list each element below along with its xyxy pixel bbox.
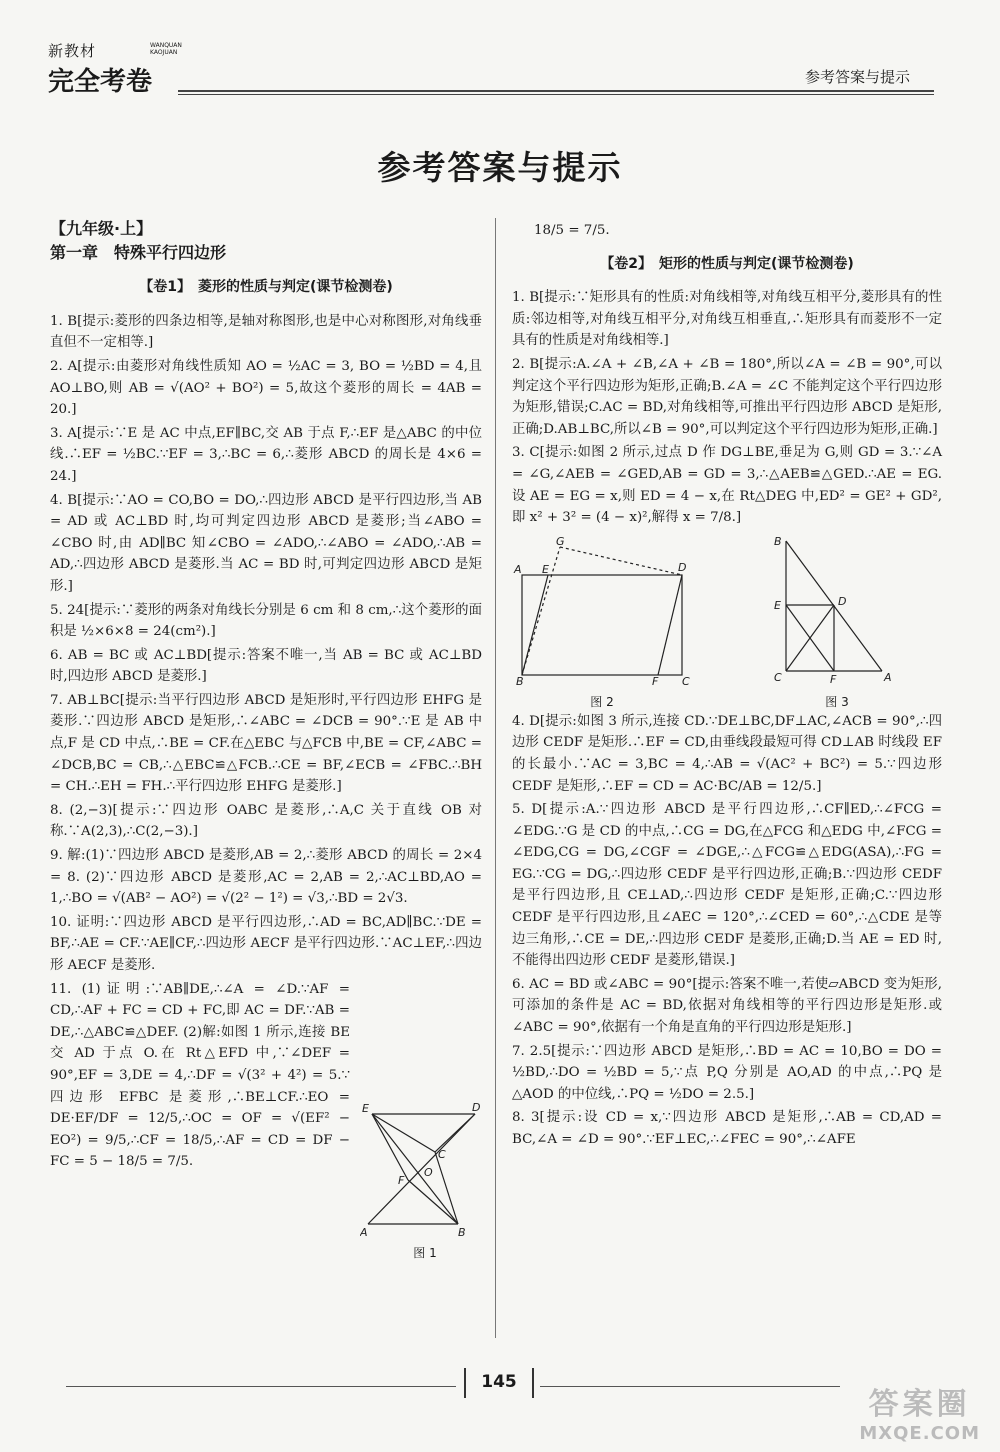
- svg-text:D: D: [838, 594, 847, 608]
- answer-item: 8. (2,−3)[提示:∵四边形 OABC 是菱形,∴A,C 关于直线 OB 对称.∵A(2,3),∴C(2,−3).]: [50, 802, 482, 840]
- header-rule: [178, 90, 934, 92]
- brand-pinyin: [150, 42, 182, 56]
- svg-text:D: D: [472, 1101, 481, 1114]
- answer-item: 5. 24[提示:∵菱形的两条对角线长分别是 6 cm 和 8 cm,∴这个菱形的面积是 ½×6×8 = 24(cm²).]: [50, 602, 482, 640]
- svg-text:F: F: [652, 674, 659, 685]
- answer-list-left: [50, 311, 482, 1173]
- answer-item: 4. B[提示:∵AO = CO,BO = DO,∴四边形 ABCD 是平行四边形,当 AB = AD 或 AC⊥BD 时,均可判定四边形 ABCD 是菱形;当∠ABO = ∠CBO 时,由 AD∥BC 知∠CBO = ∠ADO,∴∠ABO = ∠ADO,∴AB = AD,∴四边形 ABCD 是菱形.当 AC = BD 时,可判定四边形 ABCD 是矩形.]: [50, 492, 482, 594]
- figure-2: [512, 534, 692, 710]
- answer-item: 9. 解:(1)∵四边形 ABCD 是菱形,AB = 2,∴菱形 ABCD 的周长 = 2×4 = 8. (2)∵四边形 ABCD 是菱形,AC = 2,AB = 2,∴AC⊥BD,AO = 1,∴BO = √(AB² − AO²) = √(2² − 1²) = √3,∴BD = 2√3.: [50, 848, 482, 907]
- answer-item: 7. AB⊥BC[提示:当平行四边形 ABCD 是矩形时,平行四边形 EHFG 是菱形.∵四边形 ABCD 是矩形,∴∠ABC = ∠DCB = 90°.∵E 是 AB 中点,F 是 CD 中点,∴BE = CF.在△EBC 与△FCB 中,BE = CF,∠ABC = ∠DCB,BC = CB,∴△EBC≌△FCB.∴CE = BF,∠ECB = ∠FBC.∴BH = CH.∴EH = FH.∴平行四边形 EHFG 是菱形.]: [50, 692, 482, 795]
- answer-item: 2. B[提示:A.∠A + ∠B,∠A + ∠B = 180°,所以∠A = ∠B = 90°,可以判定这个平行四边形为矩形,正确;B.∠A = ∠C 不能判定这个平行四边形为矩形,错误;C.AC = BD,对角线相等,可推出平行四边形 ABCD 是矩形,正确;D.AB⊥BC,所以∠B = 90°,可以判定这个平行四边形为矩形,正确.]: [512, 356, 942, 437]
- figure-3: [772, 534, 902, 710]
- svg-text:A: A: [514, 562, 522, 576]
- brand-small: 新教材: [48, 42, 97, 60]
- answer-item: 3. A[提示:∵E 是 AC 中点,EF∥BC,交 AB 于点 F,∴EF 是△ABC 的中位线.∴EF = ½BC.∵EF = 3,∴BC = 6,∴菱形 ABCD 的周长是 4×6 = 24.]: [50, 425, 482, 484]
- answer-item: 6. AC = BD 或∠ABC = 90°[提示:答案不唯一,若使▱ABCD 变为矩形,可添加的条件是 AC = BD,依据对角线相等的平行四边形是矩形.或∠ABC = 90°,依据有一个角是直角的平行四边形是矩形.]: [512, 976, 942, 1036]
- page-number-bar-right: [532, 1368, 534, 1398]
- brand-big: 完全考卷: [48, 67, 153, 97]
- footer-rule-right: [540, 1386, 840, 1387]
- svg-text:D: D: [678, 560, 687, 574]
- figure-1-diagram: [360, 1100, 490, 1240]
- figure-2-diagram: [512, 535, 692, 685]
- grade-heading: 【九年级·上】: [50, 219, 153, 238]
- figure-1-caption: 图 1: [413, 1246, 437, 1260]
- svg-text:F: F: [398, 1174, 405, 1187]
- section-heading-1: 【卷1】 菱形的性质与判定(课节检测卷): [139, 279, 393, 296]
- answer-item: 2. A[提示:由菱形对角线性质知 AO = ½AC = 3, BO = ½BD = 4,且 AO⊥BO,则 AB = √(AO² + BO²) = 5,故这个菱形的周长 = 4AB = 20.]: [50, 358, 482, 418]
- answer-item: 1. B[提示:∵矩形具有的性质:对角线相等,对角线互相平分,菱形具有的性质:邻边相等,对角线互相平分,对角线互相垂直,∴矩形具有而菱形不一定具有的性质是对角线相等.]: [512, 290, 942, 349]
- answer-item: 8. 3[提示:设 CD = x,∵四边形 ABCD 是矩形,∴AB = CD,AD = BC,∠A = ∠D = 90°.∵EF⊥EC,∴∠FEC = 90°,∴∠AFE: [512, 1110, 942, 1147]
- running-title: 参考答案与提示: [804, 68, 910, 86]
- figure-1: [360, 1100, 490, 1260]
- svg-text:C: C: [682, 674, 690, 685]
- answer-item: 7. 2.5[提示:∵四边形 ABCD 是矩形,∴BD = AC = 10,BO = DO = ½BD,∴DO = ½BD = 5,∵点 P,Q 分别是 AO,AD 的中点,∴PQ 是△AOD 的中位线,∴PQ = ½DO = 2.5.]: [512, 1043, 942, 1102]
- answer-item: 3. C[提示:如图 2 所示,过点 D 作 DG⊥BE,垂足为 G,则 GD = 3.∵∠A = ∠G,∠AEB = ∠GED,AB = GD = 3,∴△AEB≌△GED.∴AE = EG.设 AE = EG = x,则 ED = 4 − x,在 Rt△DEG 中,ED² = GE² + GD²,即 x² + 3² = (4 − x)²,解得 x = 7/8.]: [512, 445, 942, 526]
- answer-item: 10. 证明:∵四边形 ABCD 是平行四边形,∴AD = BC,AD∥BC.∵DE = BF,∴AE = CF.∵AE∥CF,∴四边形 AECF 是平行四边形.∵AC⊥EF,∴四边形 AECF 是菱形.: [50, 914, 482, 973]
- page-number: 145: [481, 1372, 517, 1392]
- svg-text:B: B: [458, 1226, 466, 1239]
- watermark: [859, 1379, 980, 1444]
- brand-pinyin-1: WANQUAN: [150, 42, 182, 49]
- svg-text:A: A: [884, 670, 892, 684]
- svg-text:B: B: [774, 534, 782, 548]
- right-column: [512, 218, 942, 1153]
- svg-text:O: O: [424, 1166, 433, 1179]
- answer-item: 1. B[提示:菱形的四条边相等,是轴对称图形,也是中心对称图形,对角线垂直但不一定相等.]: [50, 313, 482, 351]
- answer-item: 4. D[提示:如图 3 所示,连接 CD.∵DE⊥BC,DF⊥AC,∠ACB = 90°,∴四边形 CEDF 是矩形.∴EF = CD,由垂线段最短可得 CD⊥AB 时线段 EF 的长最小.∵AC = 3,BC = 4,∴AB = √(AC² + BC²) = 5.∵四边形 CEDF 是矩形,∴EF = CD = AC·BC/AB = 12/5.]: [512, 713, 942, 794]
- svg-text:E: E: [542, 562, 549, 576]
- answer-item: 6. AB = BC 或 AC⊥BD[提示:答案不唯一,当 AB = BC 或 AC⊥BD 时,四边形 ABCD 是菱形.]: [50, 647, 482, 685]
- section-heading-2: 【卷2】 矩形的性质与判定(课节检测卷): [600, 255, 854, 272]
- answer-list-right: [512, 287, 942, 529]
- svg-text:C: C: [438, 1148, 446, 1161]
- svg-text:B: B: [516, 674, 524, 685]
- svg-text:E: E: [362, 1102, 369, 1115]
- svg-text:F: F: [830, 672, 837, 685]
- chapter-heading: 第一章 特殊平行四边形: [50, 242, 227, 262]
- answer-item: 11. (1)证明:∵AB∥DE,∴∠A = ∠D.∵AF = CD,∴AF + FC = CD + FC,即 AC = DF.∵AB = DE,∴△ABC≌△DEF. (2)解:如图 1 所示,连接 BE 交 AD 于点 O.在 Rt△EFD 中,∵∠DEF = 90°,EF = 3,DE = 4,∴DF = √(3² + 4²) = 5.∵四边形 EFBC 是菱形,∴BE⊥CF.∴EO = DE·EF/DF = 12/5,∴OC = OF = √(EF² − EO²) = 9/5,∴CF = 18/5,∴AF = CD = DF − FC = 5 − 18/5 = 7/5.: [50, 981, 350, 1170]
- figure-3-diagram: [772, 535, 902, 685]
- brand-logo: [48, 40, 182, 98]
- continued-fraction: 18/5 = 7/5.: [534, 223, 610, 238]
- header-rule-thin: [178, 94, 934, 95]
- watermark-line-2: MXQE.COM: [859, 1423, 980, 1444]
- watermark-line-1: 答案圈: [868, 1387, 971, 1422]
- left-column: [50, 218, 482, 1175]
- brand-pinyin-2: KAOJUAN: [150, 49, 178, 56]
- figure-3-caption: 图 3: [825, 695, 849, 710]
- footer-rule-left: [66, 1386, 456, 1387]
- figures-2-3: [512, 534, 942, 710]
- column-divider: [495, 218, 496, 1338]
- svg-text:G: G: [556, 534, 565, 548]
- svg-text:E: E: [774, 598, 781, 612]
- answer-item: 5. D[提示:A.∵四边形 ABCD 是平行四边形,∴CF∥ED,∴∠FCG = ∠EDG.∵G 是 CD 的中点,∴CG = DG,在△FCG 和△EDG 中,∠FCG = ∠EDG,CG = DG,∠CGF = ∠DGE,∴△FCG≌△EDG(ASA),∴FG = EG.∵CG = DG,∴四边形 CEDF 是平行四边形,正确;B.∵四边形 CEDF 是平行四边形,且 CE⊥AD,∴四边形 CEDF 是矩形,正确;C.∵四边形 CEDF 是平行四边形,且∠AEC = 120°,∴∠CED = 60°,∴△CDE 是等边三角形,∴CE = DE,∴四边形 CEDF 是菱形,正确;D.当 AE = ED 时,不能得出四边形 CEDF 是菱形,错误.]: [512, 802, 942, 969]
- svg-text:C: C: [774, 670, 782, 684]
- page-title: 参考答案与提示: [377, 148, 623, 187]
- svg-text:A: A: [360, 1226, 368, 1239]
- answer-list-right-continued: [512, 711, 942, 1151]
- figure-2-caption: 图 2: [590, 695, 614, 710]
